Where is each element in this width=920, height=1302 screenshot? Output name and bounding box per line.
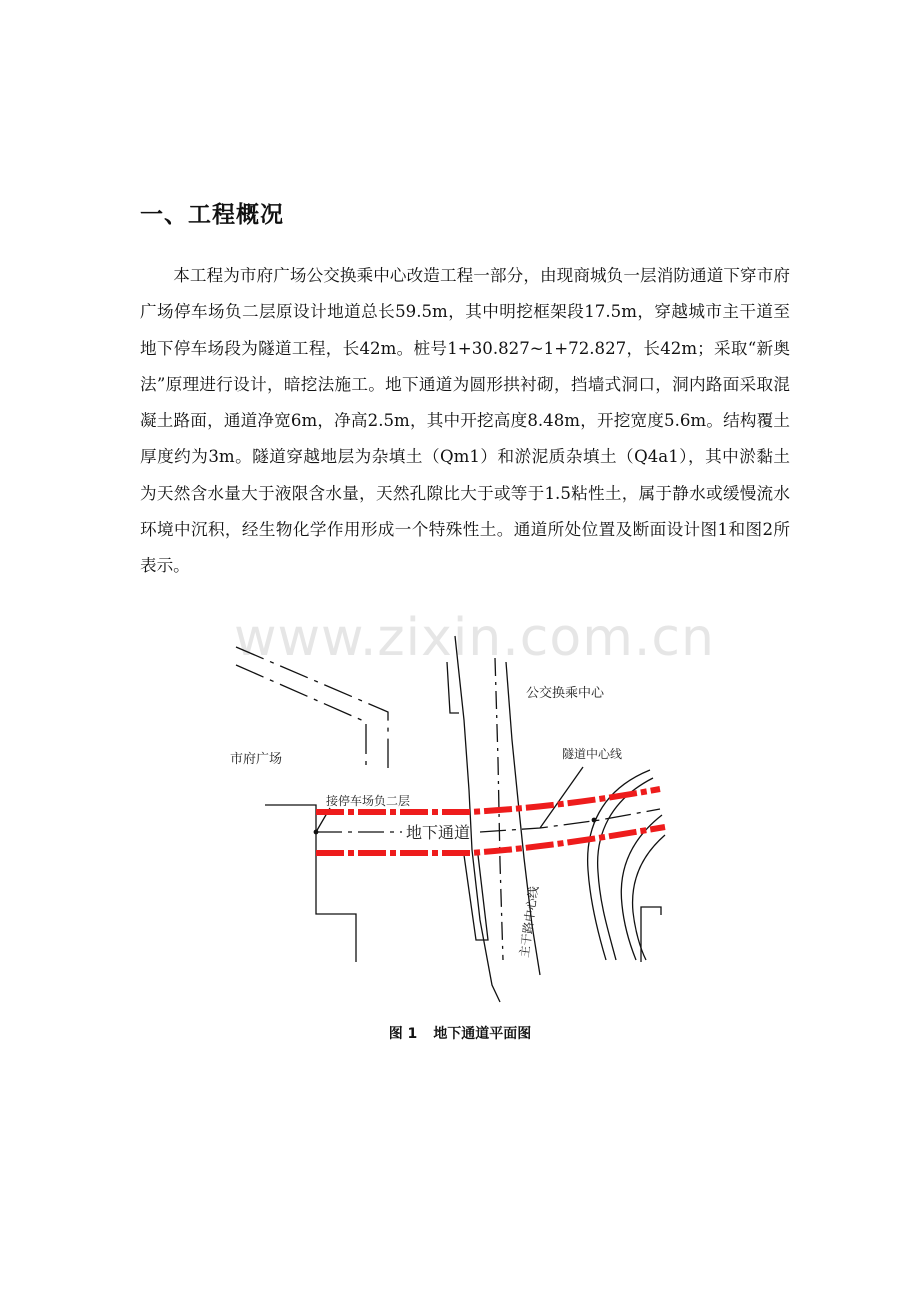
transfer-center-wall	[447, 662, 459, 713]
small-structure	[641, 907, 661, 962]
label-parking-b2: 接停车场负二层	[326, 794, 411, 808]
caption-title: 地下通道平面图	[433, 1026, 532, 1042]
caption-number: 图 1	[388, 1026, 418, 1042]
label-underpass: 地下通道	[406, 823, 471, 842]
ramp-curve-4	[633, 835, 665, 960]
box-structure	[464, 855, 488, 940]
label-plaza: 市府广场	[230, 752, 283, 767]
body-paragraph: 本工程为市府广场公交换乘中心改造工程一部分，由现商城负一层消防通道下穿市府广场停车场负二层原设计地道总长59.5m，其中明挖框架段17.5m，穿越城市主干道至地下停车场段为隧道工程，长42m。桩号1+30.827~1+72.827，长42m；采取“新奥法”原理进行设计，暗挖法施工。地下通道为圆形拱衬砌，挡墙式洞口，洞内路面采取混凝土路面，通道净宽6m，净高2.5m，其中开挖高度8.48m，开挖宽度5.6m。结构覆土厚度约为3m。隧道穿越地层为杂填土（Qm1）和淤泥质杂填土（Q4a1），其中淤黏土为天然含水量大于液限含水量，天然孔隙比大于或等于1.5粘性土，属于静水或缓慢流水环境中沉积，经生物化学作用形成一个特殊性土。通道所处位置及断面设计图1和图2所表示。	[140, 266, 790, 576]
leader-tunnel-centerline	[540, 767, 583, 828]
watermark: www.zixin.com.cn	[234, 608, 715, 668]
label-tunnel-centerline: 隧道中心线	[562, 747, 623, 761]
label-transfer-center: 公交换乘中心	[526, 686, 605, 701]
label-main-road-centerline: 主干路中心线	[517, 885, 541, 959]
road-edge-left	[455, 636, 500, 1002]
parking-wall	[265, 805, 356, 962]
figure-caption	[0, 1023, 920, 1043]
ramp-curve-2	[598, 778, 653, 960]
section-heading: 一、工程概况	[140, 202, 284, 228]
end-point	[592, 818, 597, 823]
start-point	[314, 830, 319, 835]
building-outline-outer	[236, 647, 388, 768]
